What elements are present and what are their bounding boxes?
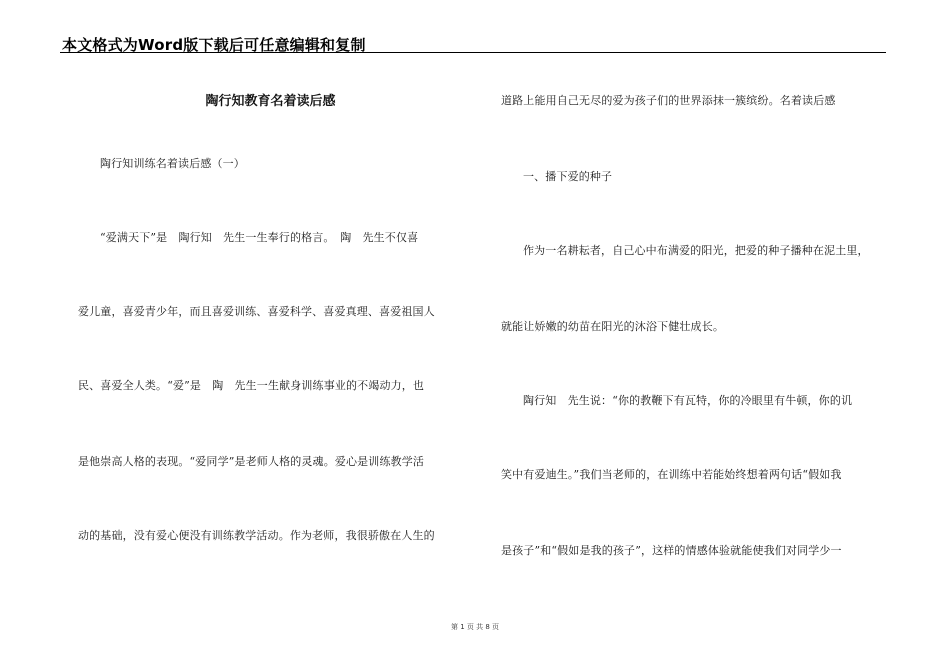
text-line: 是他崇高人格的表现。“爱同学”是老师人格的灵魂。爱心是训练教学活	[78, 455, 425, 468]
text-line: 作为一名耕耘者，自己心中布满爱的阳光，把爱的种子播种在泥土里，	[523, 244, 869, 257]
page-number: 第 1 页 共 8 页	[450, 623, 500, 631]
text-line: 陶行知训练名着读后感（一）	[100, 157, 245, 170]
text-line: 陶行知 先生说：“你的教鞭下有瓦特，你的冷眼里有牛顿，你的讥	[523, 394, 853, 407]
text-line: 笑中有爱迪生。”我们当老师的，在训练中若能始终想着两句话“假如我	[501, 468, 842, 481]
document-title: 陶行知教育名着读后感	[205, 94, 336, 109]
document-banner: 本文格式为Word版下载后可任意编辑和复制	[62, 36, 366, 54]
text-line: 就能让娇嫩的幼苗在阳光的沐浴下健壮成长。	[501, 320, 724, 333]
text-line: 爱儿童，喜爱青少年，而且喜爱训练、喜爱科学、喜爱真理、喜爱祖国人	[78, 305, 435, 318]
banner-divider	[60, 52, 886, 53]
text-line: 民、喜爱全人类。“爱”是 陶 先生一生献身训练事业的不竭动力，也	[78, 379, 425, 392]
text-line: “爱满天下”是 陶行知 先生一生奉行的格言。 陶 先生不仅喜	[100, 231, 419, 244]
section-heading: 一、播下爱的种子	[523, 170, 613, 183]
text-line: 动的基础，没有爱心便没有训练教学活动。作为老师，我很骄傲在人生的	[78, 529, 435, 542]
text-line: 是孩子”和“假如是我的孩子”，这样的情感体验就能使我们对同学少一	[501, 544, 842, 557]
text-line: 道路上能用自己无尽的爱为孩子们的世界添抹一簇缤纷。名着读后感	[501, 94, 836, 107]
